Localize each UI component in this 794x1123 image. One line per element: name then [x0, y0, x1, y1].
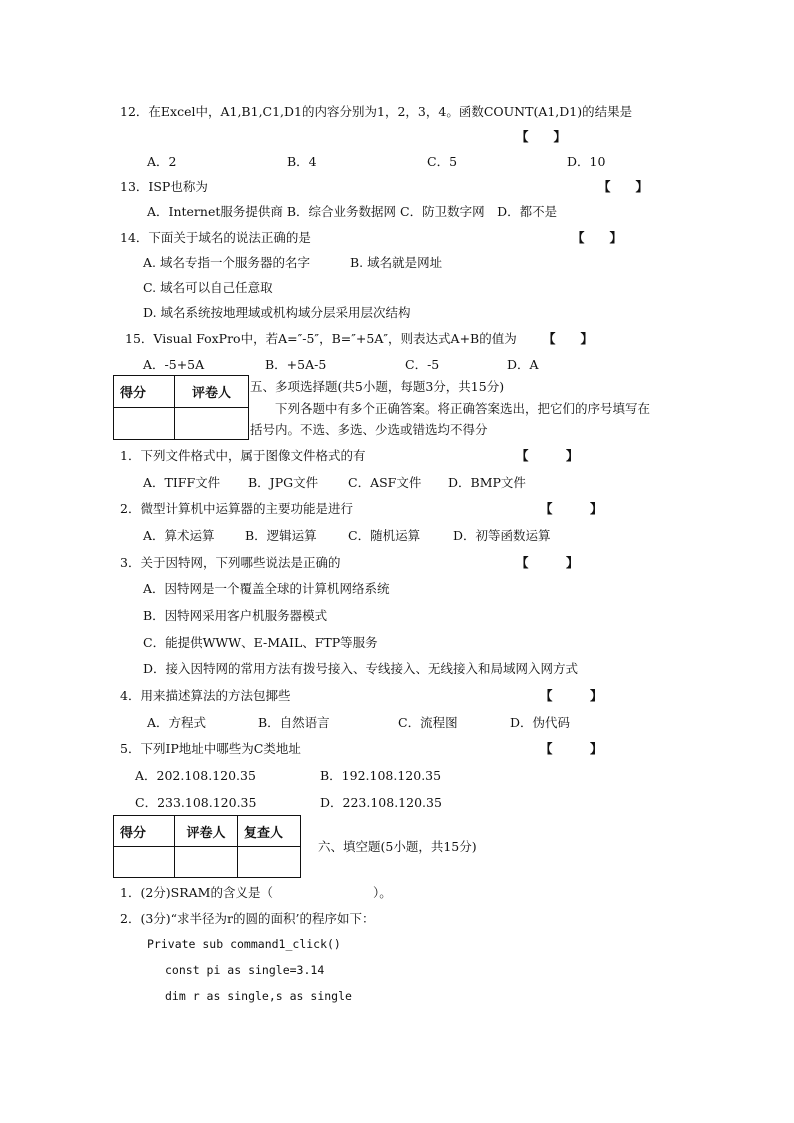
m1-option-a: A．TIFF文件: [143, 475, 221, 490]
section5-instructions-1: 下列各题中有多个正确答案。将正确答案选出，把它们的序号填写在: [275, 401, 651, 416]
reviewer-header: 复查人: [238, 816, 301, 847]
code-line: Private sub command1_click(): [147, 937, 341, 951]
f2-text: 2．(3分)“求半径为r的圆的面积’的程序如下：: [120, 911, 375, 926]
score-table-2: [113, 815, 301, 878]
m4-option-d: D．伪代码: [510, 715, 571, 730]
q15-answer-bracket: 【 】: [543, 331, 594, 346]
section6-title: 六、填空题(5小题，共15分): [318, 839, 477, 854]
q13-options: A．Internet服务提供商 B．综合业务数据网 C．防卫数字网 D．都不是: [147, 204, 558, 219]
q15-option-b: B．+5A-5: [265, 357, 327, 372]
reviewer-cell[interactable]: [238, 847, 301, 878]
m1-option-b: B．JPG文件: [248, 475, 319, 490]
m2-answer-bracket: 【 】: [540, 501, 603, 516]
q12-option-c: C．5: [427, 154, 458, 169]
q12-option-b: B．4: [287, 154, 317, 169]
m5-option-c: C．233.108.120.35: [135, 795, 257, 810]
q12-option-a: A．2: [147, 154, 177, 169]
q12-stem: 12．在Excel中，A1,B1,C1,D1的内容分别为1，2，3，4。函数COUNT(A1,D1)的结果是: [120, 104, 633, 119]
grader-cell[interactable]: [175, 847, 238, 878]
m1-answer-bracket: 【 】: [516, 448, 579, 463]
q14-option-a: A. 域名专指一个服务器的名字: [143, 255, 310, 270]
grader-cell[interactable]: [175, 408, 249, 440]
section5-instructions-2: 括号内。不选、多选、少选或错选均不得分: [250, 422, 488, 437]
score-header: 得分: [114, 816, 175, 847]
q15-option-d: D．A: [507, 357, 539, 372]
m2-option-b: B．逻辑运算: [245, 528, 317, 543]
m2-option-a: A．算术运算: [143, 528, 215, 543]
m2-option-c: C．随机运算: [348, 528, 421, 543]
grader-header: 评卷人: [175, 376, 249, 408]
m3-answer-bracket: 【 】: [516, 555, 579, 570]
m4-option-b: B．自然语言: [258, 715, 330, 730]
q15-option-c: C．-5: [405, 357, 440, 372]
score-header: 得分: [114, 376, 175, 408]
m1-option-c: C．ASF文件: [348, 475, 422, 490]
m2-option-d: D．初等函数运算: [453, 528, 551, 543]
m2-stem: 2．微型计算机中运算器的主要功能是进行: [120, 501, 353, 516]
code-line: dim r as single,s as single: [165, 989, 352, 1003]
q12-option-d: D．10: [567, 154, 606, 169]
m4-answer-bracket: 【 】: [540, 688, 603, 703]
q15-stem: 15．Visual FoxPro中，若A=″-5″，B=″+5A″，则表达式A+B的值为: [125, 331, 517, 346]
m5-answer-bracket: 【 】: [540, 741, 603, 756]
q14-option-c: C. 域名可以自己任意取: [143, 280, 273, 295]
m1-option-d: D．BMP文件: [448, 475, 526, 490]
m4-option-a: A．方程式: [147, 715, 207, 730]
m3-option-d: D．接入因特网的常用方法有拨号接入、专线接入、无线接入和局域网入网方式: [143, 661, 579, 676]
grader-header: 评卷人: [175, 816, 238, 847]
score-table-1: [113, 375, 249, 440]
m3-option-c: C．能提供WWW、E-MAIL、FTP等服务: [143, 635, 378, 650]
score-cell[interactable]: [114, 847, 175, 878]
m5-stem: 5．下列IP地址中哪些为C类地址: [120, 741, 301, 756]
m4-stem: 4．用来描述算法的方法包揶些: [120, 688, 291, 703]
q14-option-b: B. 域名就是网址: [350, 255, 443, 270]
q15-option-a: A．-5+5A: [143, 357, 205, 372]
m4-option-c: C．流程图: [398, 715, 458, 730]
m1-stem: 1．下列文件格式中，属于图像文件格式的有: [120, 448, 366, 463]
m3-option-b: B．因特网采用客户机服务器模式: [143, 608, 328, 623]
q14-answer-bracket: 【 】: [572, 230, 623, 245]
q14-stem: 14．下面关于域名的说法正确的是: [120, 230, 311, 245]
m5-option-a: A．202.108.120.35: [135, 768, 256, 783]
m3-option-a: A．因特网是一个覆盖全球的计算机网络系统: [143, 581, 390, 596]
m3-stem: 3．关于因特网，下列哪些说法是正确的: [120, 555, 341, 570]
q13-answer-bracket: 【 】: [598, 179, 649, 194]
code-line: const pi as single=3.14: [165, 963, 325, 977]
m5-option-b: B．192.108.120.35: [320, 768, 442, 783]
q12-answer-bracket: 【 】: [516, 129, 567, 144]
q14-option-d: D. 域名系统按地理域或机构域分层采用层次结构: [143, 305, 411, 320]
m5-option-d: D．223.108.120.35: [320, 795, 442, 810]
q13-stem: 13．ISP也称为: [120, 179, 208, 194]
section5-title: 五、多项选择题(共5小题，每题3分，共15分): [250, 379, 505, 394]
score-cell[interactable]: [114, 408, 175, 440]
f1-text: 1．(2分)SRAM的含义是（ ）。: [120, 885, 392, 900]
